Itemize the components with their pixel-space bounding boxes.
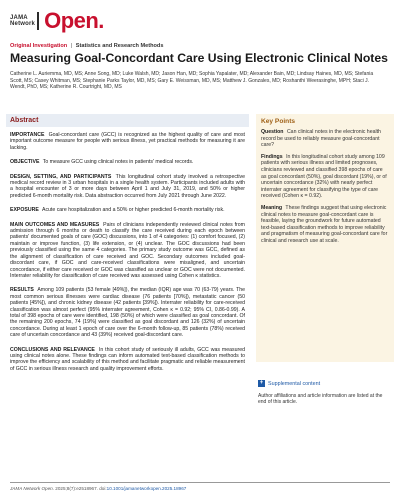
author-list: Catherine L. Auriemma, MD, MS; Anne Song, MD; Luke Walsh, MD; Jason Han, MD; Sophia Yapalater, MD; Alexander Bain, MD; Lindsay Haines, MD, MS; Stefania Scott, MS; Casey Whitman, MS; Stephanie Parks Taylor, MD, MS; Gary E. Weissman, MD, MS; Matthew J. Gonzales, MD; Roshanthi Weerasinghe, MPH; Staci J. Wendt, PhD, MS; Katherine R. Courtright, MD, MS [10, 71, 374, 91]
kicker-separator: | [70, 43, 73, 49]
abstract-design: DESIGN, SETTING, AND PARTICIPANTS This longitudinal cohort study involved a retrospective medical record review in 3 urban hospitals in a single health system. Participants included adults with a hospital encounter of 3 or more days between April 1 and July 31, 2019, and 50% or higher predicted 6-month mortality risk. Data abstraction occurred from July 2021 through June 2022. [10, 173, 245, 199]
footer-citation: 2025;8(7):e2518967. [55, 486, 98, 491]
supplemental-content-link[interactable] [258, 380, 392, 387]
footer-doi-label: doi: [99, 486, 107, 491]
affiliations-note: Author affiliations and article information are listed at the end of this article. [258, 393, 383, 406]
abstract-results: RESULTS Among 109 patients (53 female [49%]), the median (IQR) age was 70 (63-79) years. The most common serious illnesses were cardiac disease (76 patients [70%]), metastatic cancer (50 patients [45%]), and chronic kidney disease (42 patients [39%]). Interrater reliability for care-received classification was almost perfect (95% interrater agreement, Cohen κ = 0.92; 95% CI, 0.86-0.99). A total of 398 epochs of care were identified, 198 (50%) of which were classified as goal concordant. Of the remaining 200 epochs, 74 (19%) were classified as goal discordant and 126 (32%) of uncertain concordance. During at least 1 epoch of care over the 6-month follow-up, 85 patients (78%) received care of uncertain concordance and 43 (39%) received goal-discordant care. [10, 287, 246, 339]
journal-logo [10, 8, 390, 34]
footer-journal: JAMA Network Open. [10, 486, 54, 491]
key-points-heading: Key Points [261, 118, 296, 125]
article-title: Measuring Goal-Concordant Care Using Electronic Clinical Notes [10, 51, 388, 65]
page-footer [10, 482, 390, 491]
doi-link[interactable]: 10.1001/jamanetworkopen.2025.18967 [106, 486, 187, 491]
logo-line-jama: JAMA [10, 15, 28, 21]
supplemental-content-label: Supplemental content [268, 380, 321, 387]
abstract-conclusions: CONCLUSIONS AND RELEVANCE In this cohort study of seriously ill adults, GCC was measured using clinical notes alone. These findings can inform automated text-based classification methods to improve the efficiency and scalability of this method and facilitate pragmatic and reliable measurement of GCC in serious illness research and quality improvement efforts. [10, 346, 245, 372]
logo-open: Open. [44, 8, 104, 33]
plus-icon: + [259, 380, 264, 386]
logo-divider [37, 12, 39, 30]
journal-header [10, 8, 390, 38]
article-kicker [10, 43, 163, 49]
abstract-outcomes: MAIN OUTCOMES AND MEASURES Pairs of clinicians independently reviewed clinical notes from admission through 6 months or death to classify the care received during each epoch between patients' documented goals of care (GOC) discussions, into 1 of 4 categories: (1) comfort focused, (2) maintain or improve function, (3) life extension, or (4) unclear. The GOC discussions had been previously classified using the same 4 categories. The primary study outcome was GCC, defined as the alignment of classification of care received and GOC. Secondary outcomes included goal-discordant care, if GOC and care-received classifications were misaligned, and uncertain concordance, if either care received or GOC was classified as unclear or GOC were not documented. Interrater reliability for classification of care received was assessed using Cohen κ statistics. [10, 221, 245, 279]
key-point-findings: Findings In this longitudinal cohort study among 109 patients with serious illness and limited prognoses, clinicians reviewed and classified 398 epochs of care as goal concordant (50%), goal discordant (19%), or of uncertain concordance (32%) with nearly perfect interrater agreement for classifying the type of care received (Cohen κ = 0.92). [261, 153, 387, 200]
key-point-meaning: Meaning These findings suggest that using electronic clinical notes to measure goal-concordant care is feasible, laying the groundwork for future automated text-based classification methods to improve reliability and pragmatism of measuring goal-concordant care for clinical and research use at scale. [261, 204, 388, 244]
key-point-question: Question Can clinical notes in the electronic health record be used to reliably measure goal-concordant care? [261, 129, 381, 149]
key-points-panel [256, 114, 394, 362]
abstract-objective: OBJECTIVE To measure GCC using clinical notes in patients' medical records. [10, 159, 194, 166]
logo-line-network: Network [10, 21, 36, 27]
abstract-panel [6, 114, 249, 476]
supplement-box [258, 380, 392, 406]
abstract-importance: IMPORTANCE Goal-concordant care (GCC) is recognized as the highest quality of care and most important outcome measure for people with serious illness, yet practical methods for measuring it are lacking. [10, 132, 245, 151]
abstract-heading: Abstract [6, 114, 249, 127]
article-type: Original Investigation [10, 43, 68, 49]
abstract-exposure: EXPOSURE Acute care hospitalization and a 50% or higher predicted 6-month mortality risk. [10, 207, 225, 214]
article-section: Statistics and Research Methods [75, 43, 164, 49]
